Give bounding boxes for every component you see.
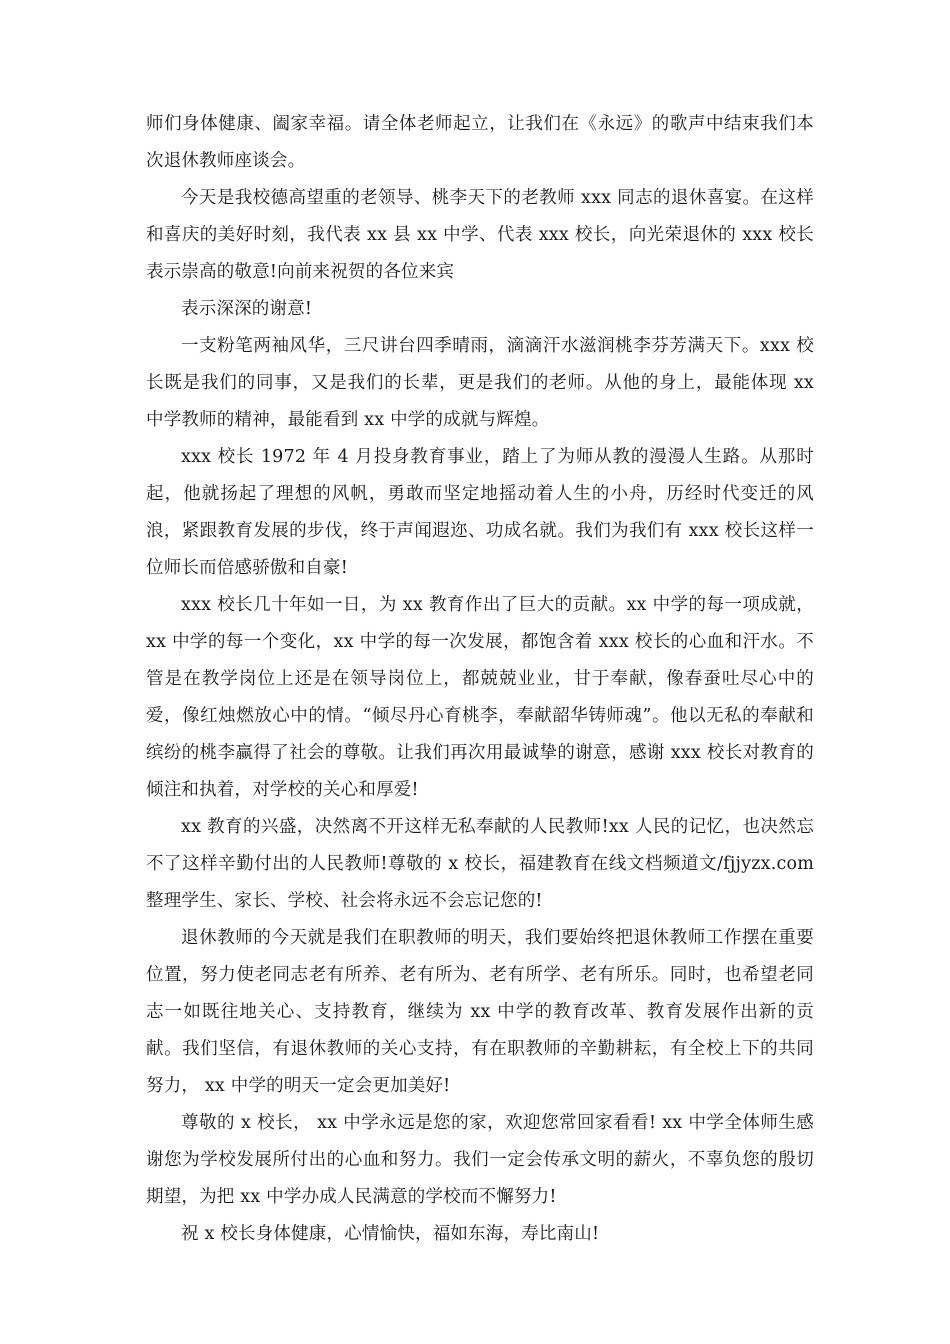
- paragraph-2: 今天是我校德高望重的老领导、桃李天下的老教师 xxx 同志的退休喜宴。在这样和喜庆的美好时刻，我代表 xx 县 xx 中学、代表 xxx 校长，向光荣退休的 xxx 校长表示崇高的敬意!向前来祝贺的各位来宾: [146, 188, 814, 282]
- paragraph-8: 退休教师的今天就是我们在职教师的明天，我们要始终把退休教师工作摆在重要位置，努力使老同志老有所养、老有所为、老有所学、老有所乐。同时，也希望老同志一如既往地关心、支持教育，继续为 xx 中学的教育改革、教育发展作出新的贡献。我们坚信，有退休教师的关心支持，有在职教师的辛勤耕耘，有全校上下的共同努力， xx 中学的明天一定会更加美好!: [146, 928, 814, 1096]
- paragraph-9: 尊敬的 x 校长， xx 中学永远是您的家，欢迎您常回家看看! xx 中学全体师生感谢您为学校发展所付出的心血和努力。我们一定会传承文明的薪火，不辜负您的殷切期望，为把 xx 中学办成人民满意的学校而不懈努力!: [146, 1113, 814, 1207]
- paragraph-5: xxx 校长 1972 年 4 月投身教育事业，踏上了为师从教的漫漫人生路。从那时起，他就扬起了理想的风帆，勇敢而坚定地摇动着人生的小舟，历经时代变迁的风浪，紧跟教育发展的步伐，终于声闻遐迩、功成名就。我们为我们有 xxx 校长这样一位师长而倍感骄傲和自豪!: [146, 447, 814, 578]
- paragraph-10: 祝 x 校长身体健康，心情愉快，福如东海，寿比南山!: [181, 1224, 600, 1244]
- paragraph-7: xx 教育的兴盛，决然离不开这样无私奉献的人民教师!xx 人民的记忆，也决然忘不了这样辛勤付出的人民教师!尊敬的 x 校长，福建教育在线文档频道文/fjjyzx.com 整理学生、家长、学校、社会将永远不会忘记您的!: [146, 817, 814, 911]
- paragraph-4: 一支粉笔两袖风华，三尺讲台四季晴雨，滴滴汗水滋润桃李芬芳满天下。xxx 校长既是我们的同事，又是我们的长辈，更是我们的老师。从他的身上，最能体现 xx 中学教师的精神，最能看到 xx 中学的成就与辉煌。: [146, 336, 814, 430]
- paragraph-1: 师们身体健康、阖家幸福。请全体老师起立，让我们在《永远》的歌声中结束我们本次退休教师座谈会。: [146, 114, 814, 171]
- paragraph-6: xxx 校长几十年如一日，为 xx 教育作出了巨大的贡献。xx 中学的每一项成就，xx 中学的每一个变化，xx 中学的每一次发展，都饱含着 xxx 校长的心血和汗水。不管是在教学岗位上还是在领导岗位上，都兢兢业业，甘于奉献，像春蚕吐尽心中的爱，像红烛燃放心中的情。“倾尽丹心育桃李，奉献韶华铸师魂”。他以无私的奉献和缤纷的桃李赢得了社会的尊敬。让我们再次用最诚挚的谢意，感谢 xxx 校长对教育的倾注和执着，对学校的关心和厚爱!: [146, 595, 814, 800]
- paragraph-3: 表示深深的谢意!: [181, 299, 313, 319]
- document-body: [146, 106, 814, 1253]
